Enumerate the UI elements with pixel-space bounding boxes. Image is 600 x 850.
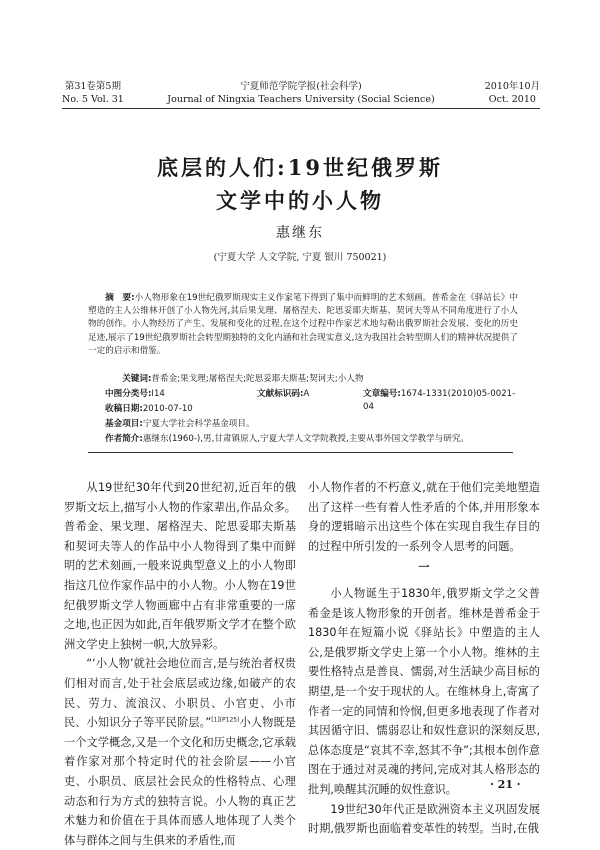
fund-project: [105, 418, 255, 431]
body-paragraph: 19世纪30年代正是欧洲资本主义巩固发展时期,俄罗斯也面临着变革性的转型。当时,在俄: [308, 802, 540, 836]
clc-field: [105, 389, 165, 399]
doc-code-label: 文献标识码:: [257, 389, 304, 399]
doc-code-value: A: [303, 389, 310, 399]
page-number: · 21 ·: [490, 778, 521, 791]
keywords: [105, 373, 364, 386]
abstract-text: 小人物形象在19世纪俄罗斯现实主义作家笔下得到了集中而鲜明的艺术刻画。普希金在《驿站长》中塑造的主人公维林开创了小人物先河,其后果戈理、屠格涅夫、陀思妥耶夫斯基、契诃夫等从不同角度进行了小人物的创作。小人物经历了产生、发展和变化的过程,在这个过程中作家艺术地勾勒出俄罗斯社会发展、变化的历史足迹,展示了19世纪俄罗斯社会转型期独特的文化内涵和社会现实意义,这为我国社会转型期人们的精神状况提供了一定的启示和借鉴。: [88, 293, 519, 356]
publication-date-cn: 2010年10月: [484, 81, 540, 92]
fund-label: 基金项目:: [105, 419, 143, 429]
body-text: 小人物既是一个文学概念,又是一个文化和历史概念,它承载着作家对那个特定时代的社会阶层——小官吏、小职员、底层社会民众的性格特点、心理动态和行为方式的独特言说。小人物的真正艺术魅力和价值在于具体而感人地体现了人类个体与群体之间与生俱来的矛盾性,而: [64, 716, 296, 847]
clc-label: 中图分类号:: [105, 389, 152, 399]
abstract-divider: [88, 452, 513, 453]
quote-text: “‘小人物’就社会地位而言,是与统治者权贵们相对而言,处于社会底层或边缘,如破产的农民、劳力、流浪汉、小职员、小官吏、小市民、小知识分子等平民阶层。”: [64, 657, 296, 730]
author-bio: [105, 433, 469, 446]
article-title-line-2: 文学中的小人物: [216, 188, 384, 213]
article-title-line-1: 底层的人们:19世纪俄罗斯: [157, 155, 443, 180]
body-paragraph: 小人物诞生于1830年,俄罗斯文学之父普希金是该人物形象的开创者。维林是普希金于1830年在短篇小说《驿站长》中塑造的主人公,是俄罗斯文学史上第一个小人物。维林的主要性格特点是善良、懦弱,对生活缺少高目标的期望,是一个安于现状的人。在维林身上,寄寓了作者一定的同情和怜悯,但更多地表现了作者对其因循守旧、懦弱忍让和奴性意识的深刻反思,总体态度是“哀其不幸,怒其不争”;其根本创作意图在于通过对灵魂的拷问,完成对其人格形态的批判,唤醒其沉睡的奴性意识。: [308, 586, 540, 796]
fund-value: 宁夏大学社会科学基金项目。: [142, 419, 255, 429]
body-paragraph: 从19世纪30年代到20世纪初,近百年的俄罗斯文坛上,描写小人物的作家辈出,作品众多。普希金、果戈理、屠格涅夫、陀思妥耶夫斯基和契诃夫等人的作品中小人物得到了集中而鲜明的艺术刻画,一般来说典型意义上的小人物即指这几位作家作品中的小人物。小人物在19世纪俄罗斯文学人物画廊中占有非常重要的一席之地,也正因为如此,百年俄罗斯文学才在整个欧洲文学史上独树一帜,大放异彩。: [64, 481, 296, 651]
article-number-field: [363, 388, 525, 414]
publication-date: [485, 80, 540, 106]
received-value: 2010-07-10: [142, 404, 193, 414]
journal-name-en: Journal of Ningxia Teachers University (Social Science): [167, 94, 435, 105]
body-paragraph: 小人物作者的不朽意义,就在于他们完美地塑造出了这样一些有着人性矛盾的个体,并用形象本身的逻辑暗示出这些个体在实现自我生存目的的过程中所引发的一系列令人思考的问题。: [308, 481, 540, 553]
doc-code-field: [257, 388, 309, 401]
abstract-label: 摘 要:: [105, 293, 135, 303]
bio-label: 作者简介:: [105, 434, 143, 444]
body-paragraph: [64, 654, 296, 850]
body-column-left: [64, 478, 296, 850]
volume-issue-cn: 第31卷第5期: [64, 81, 121, 92]
received-date: [105, 403, 193, 416]
header-divider: [62, 108, 540, 109]
journal-name: [62, 80, 540, 106]
clc-value: I14: [151, 389, 165, 399]
bio-value: 惠继东(1960-),男,甘肃镇原人,宁夏大学人文学院教授,主要从事外国文学教学与研究。: [142, 434, 470, 444]
keywords-label: 关键词:: [122, 374, 152, 384]
volume-issue-en: No. 5 Vol. 31: [62, 94, 124, 105]
keywords-value: 普希金;果戈理;屠格涅夫;陀思妥耶夫斯基;契诃夫;小人物: [151, 374, 364, 384]
citation-ref: [1](P125): [211, 716, 240, 724]
author-name: 惠继东: [276, 225, 324, 241]
abstract: [88, 292, 518, 358]
received-label: 收稿日期:: [105, 404, 143, 414]
section-heading: 一: [418, 561, 430, 575]
author-affiliation: (宁夏大学 人文学院, 宁夏 银川 750021): [213, 252, 387, 263]
publication-date-en: Oct. 2010: [488, 94, 536, 105]
journal-name-cn: 宁夏师范学院学报(社会科学): [240, 81, 362, 92]
article-number-value: 1674-1331(2010)05-0021-04: [363, 389, 516, 412]
article-number-label: 文章编号:: [363, 389, 401, 399]
